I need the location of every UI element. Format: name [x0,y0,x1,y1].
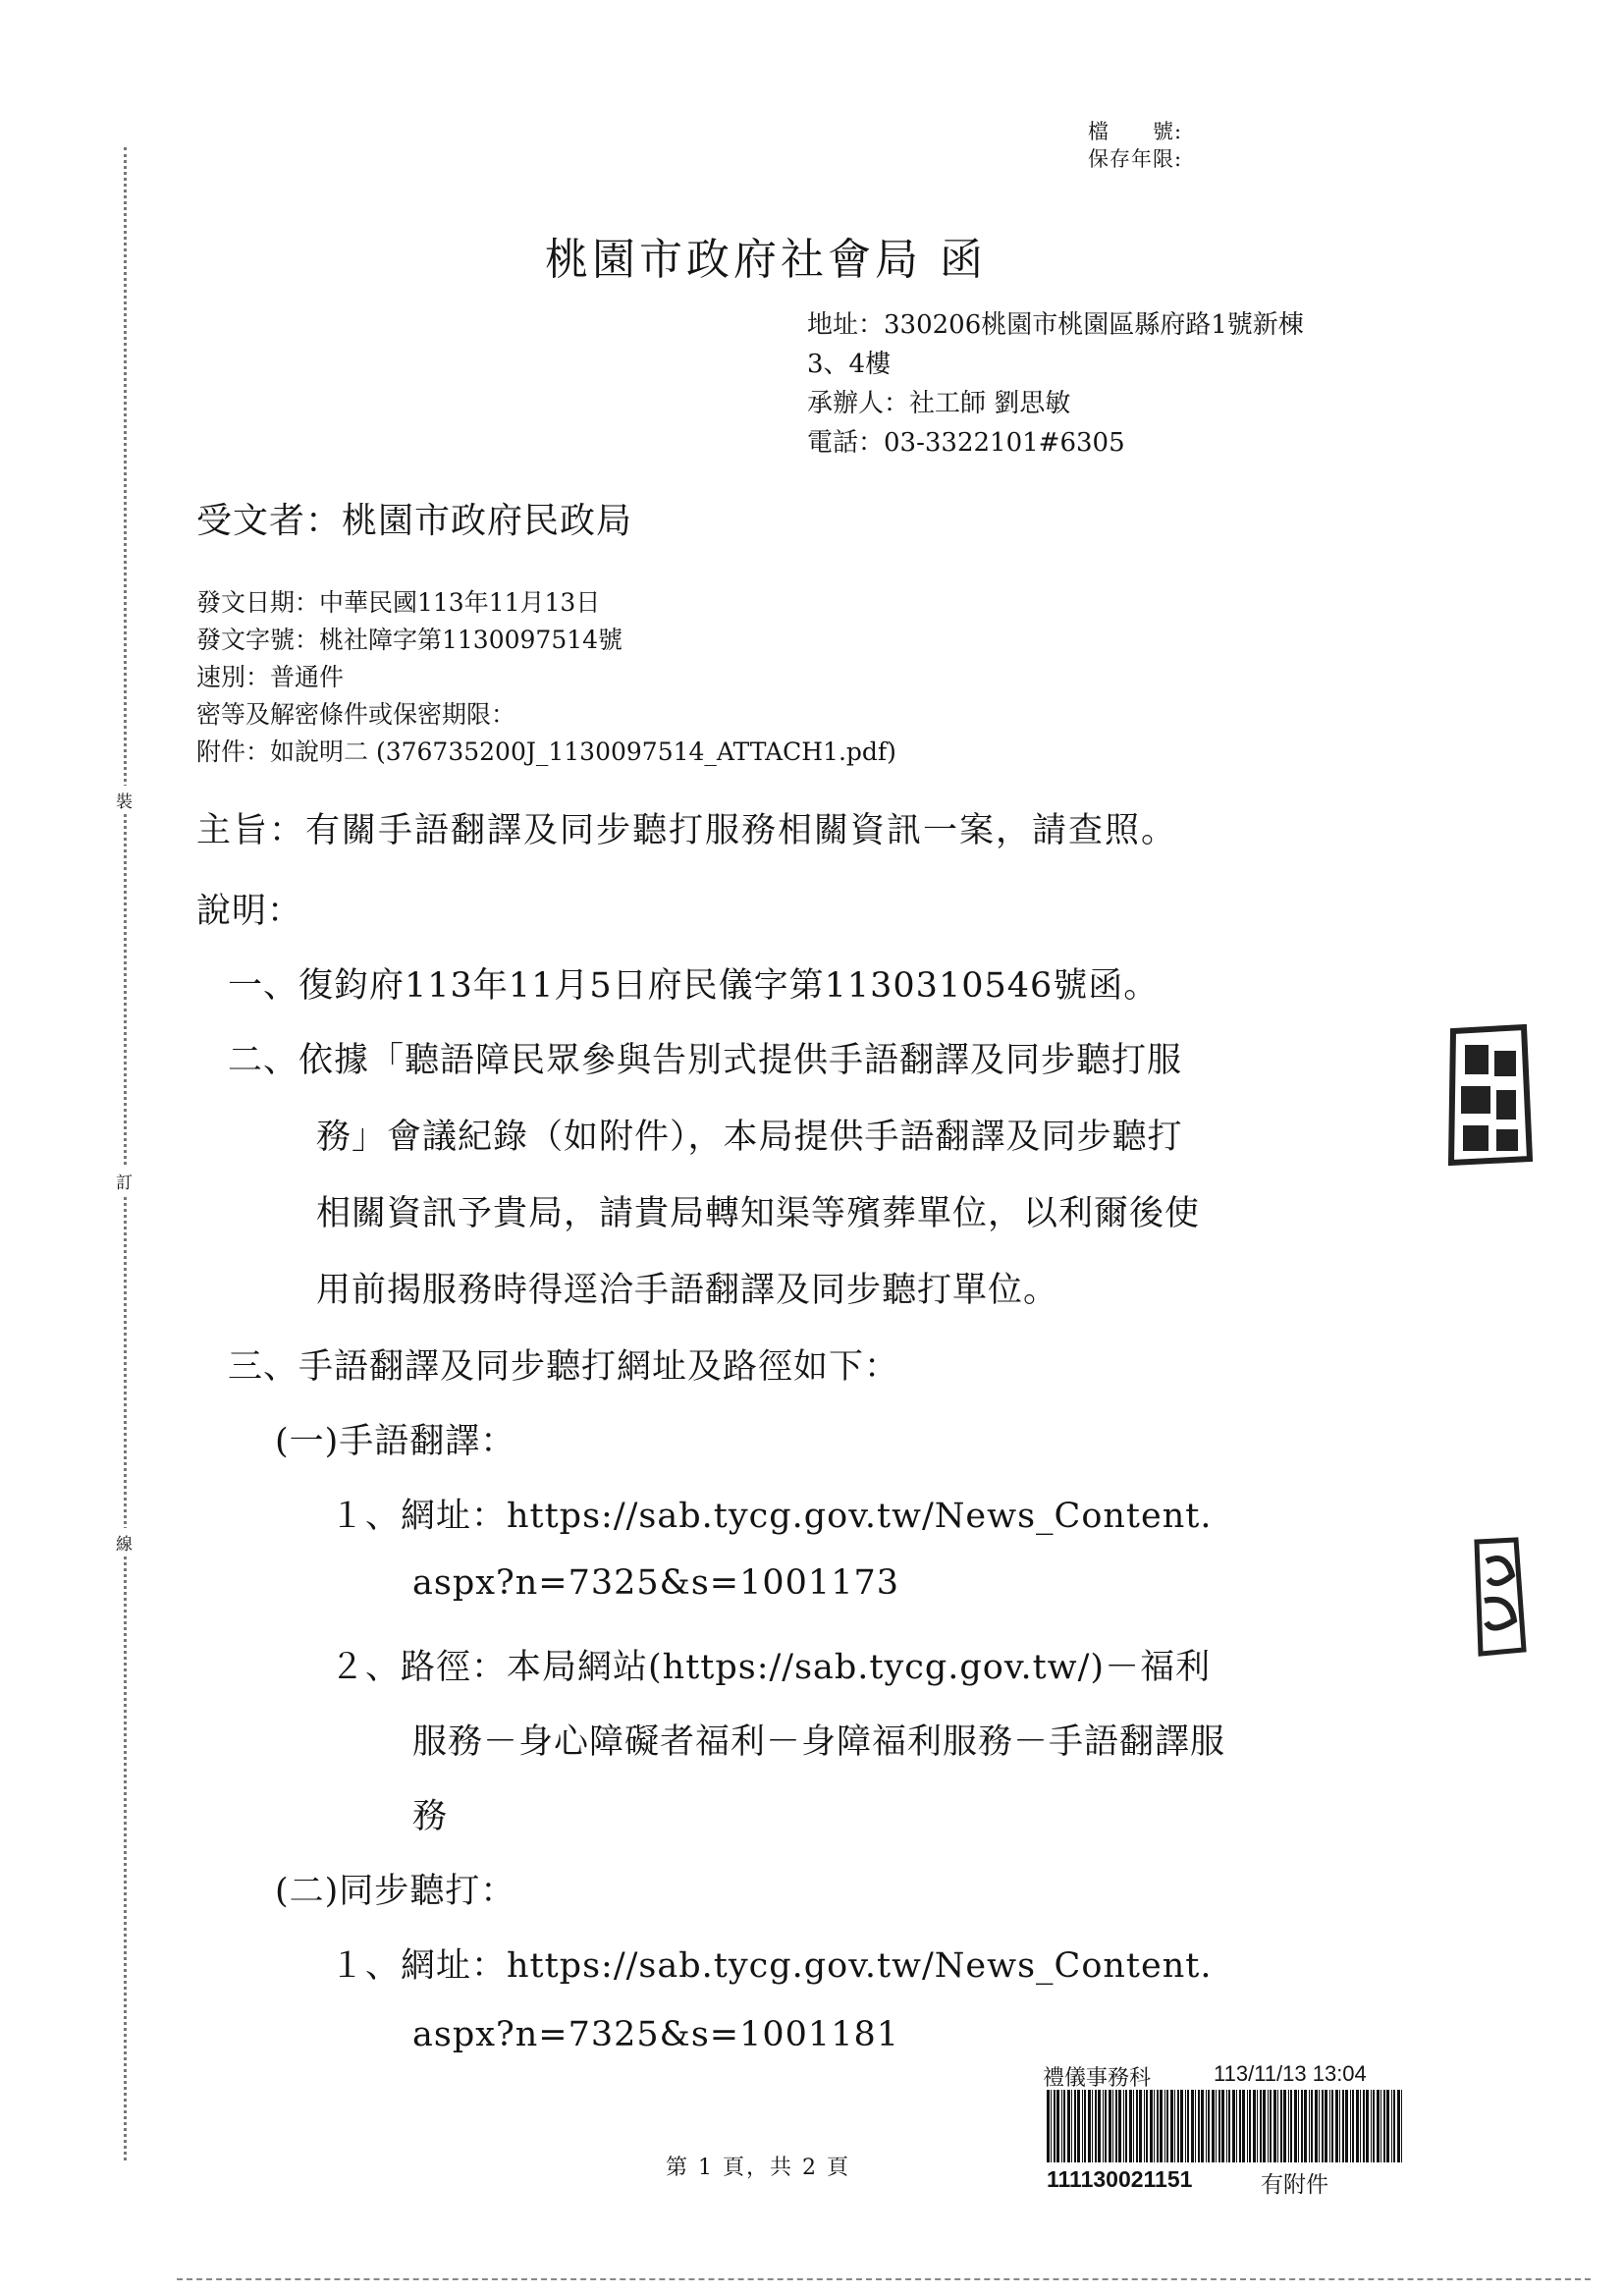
barcode-bar [1339,2090,1340,2162]
barcode-bar [1329,2090,1330,2162]
sub-1-2-line-3: 務 [412,1797,449,1836]
subject: 主旨：有關手語翻譯及同步聽打服務相關資訊一案，請查照。 [196,811,1178,850]
barcode-bar [1103,2090,1104,2162]
barcode-bar [1067,2090,1070,2162]
barcode-bar [1288,2090,1289,2162]
sub-1-2-line-2: 服務－身心障礙者福利－身障福利服務－手語翻譯服 [412,1722,1226,1762]
barcode-number: 111130021151 [1047,2166,1193,2192]
barcode-bar [1345,2090,1348,2162]
receipt-timestamp: 113/11/13 13:04 [1214,2061,1367,2086]
file-no-label: 檔 號: [1088,120,1183,143]
official-seal-stamp [1443,1021,1534,1167]
address-line-2: 3、4樓 [807,350,892,379]
barcode-bar [1047,2090,1050,2162]
barcode-bar [1239,2090,1241,2162]
barcode-bar [1112,2090,1113,2162]
barcode-bar [1195,2090,1196,2162]
seal-fragment [1467,1532,1532,1658]
barcode-bar [1105,2090,1107,2162]
barcode-bar [1226,2090,1227,2162]
barcode-bar [1260,2090,1262,2162]
item-1: 一、復鈞府113年11月5日府民儀字第1130310546號函。 [228,966,1160,1006]
barcode-bar [1157,2090,1159,2162]
recipient: 受文者：桃園市政府民政局 [196,501,633,541]
barcode-bar [1174,2090,1175,2162]
issue-date: 發文日期：中華民國113年11月13日 [196,588,601,617]
barcode-bar [1077,2090,1080,2162]
barcode-bar [1352,2090,1354,2162]
sub-2-1-line-1: １、網址：https://sab.tycg.gov.tw/News_Content. [330,1946,1213,1986]
secrecy-level: 密等及解密條件或保密期限： [196,700,516,729]
binding-mark-zhuang: 裝 [116,786,133,814]
barcode-bar [1212,2090,1215,2162]
barcode-bar [1095,2090,1097,2162]
sub-1-2-line-1: ２、路徑：本局網站(https://sab.tycg.gov.tw/)－福利 [330,1648,1212,1687]
binding-line [124,147,127,2160]
barcode-bar [1331,2090,1333,2162]
page-number: 第 1 頁，共 2 頁 [666,2156,850,2180]
barcode-bar [1232,2090,1235,2162]
barcode-bar [1216,2090,1217,2162]
barcode-bar [1393,2090,1395,2162]
contact-person: 承辦人：社工師 劉思敏 [807,389,1071,418]
barcode-bar [1373,2090,1375,2162]
barcode-bar [1301,2090,1303,2162]
barcode-bar [1391,2090,1392,2162]
sub-2-1-line-2: aspx?n=7325&s=1001181 [412,2015,899,2054]
barcode-bar [1051,2090,1052,2162]
barcode-bar [1098,2090,1101,2162]
barcode-bar [1325,2090,1327,2162]
barcode-bar [1322,2090,1324,2162]
barcode [1045,2090,1408,2162]
barcode-bar [1221,2090,1224,2162]
document-number: 發文字號：桃社障字第1130097514號 [196,626,623,654]
barcode-bar [1386,2090,1389,2162]
sub-1-1-line-2: aspx?n=7325&s=1001173 [412,1563,899,1603]
barcode-bar [1218,2090,1220,2162]
barcode-bar [1247,2090,1248,2162]
barcode-bar [1273,2090,1276,2162]
barcode-bar [1133,2090,1134,2162]
barcode-bar [1371,2090,1372,2162]
barcode-bar [1136,2090,1138,2162]
barcode-bar [1206,2090,1207,2162]
barcode-bar [1309,2090,1310,2162]
item-2-line-1: 二、依據「聽語障民眾參與告別式提供手語翻譯及同步聽打服 [228,1041,1183,1080]
binding-mark-ding: 訂 [116,1167,133,1195]
barcode-bar [1092,2090,1093,2162]
barcode-bar [1360,2090,1361,2162]
barcode-bar [1270,2090,1272,2162]
barcode-bar [1298,2090,1299,2162]
barcode-bar [1177,2090,1179,2162]
barcode-bar [1290,2090,1292,2162]
barcode-bar [1150,2090,1153,2162]
address-line-1: 地址：330206桃園市桃園區縣府路1號新棟 [807,310,1304,340]
barcode-bar [1397,2090,1400,2162]
barcode-bar [1187,2090,1189,2162]
binding-mark-xian: 線 [116,1528,133,1557]
barcode-bar [1228,2090,1230,2162]
barcode-bar [1180,2090,1183,2162]
barcode-bar [1201,2090,1204,2162]
barcode-bar [1054,2090,1056,2162]
barcode-bar [1401,2090,1402,2162]
barcode-bar [1377,2090,1380,2162]
barcode-bar [1249,2090,1251,2162]
barcode-bar [1139,2090,1142,2162]
barcode-bar [1071,2090,1072,2162]
barcode-bar [1166,2090,1168,2162]
barcode-bar [1074,2090,1076,2162]
barcode-bar [1283,2090,1286,2162]
barcode-bar [1363,2090,1365,2162]
barcode-bar [1242,2090,1245,2162]
barcode-bar [1164,2090,1165,2162]
barcode-bar [1236,2090,1237,2162]
barcode-bar [1380,2090,1381,2162]
receipt-department: 禮儀事務科 [1043,2065,1152,2090]
barcode-bar [1208,2090,1210,2162]
bottom-edge-line [177,2278,1591,2280]
item-2-line-3: 相關資訊予貴局，請貴局轉知渠等殯葬單位，以利爾後使 [316,1194,1201,1233]
barcode-bar [1304,2090,1307,2162]
barcode-bar [1129,2090,1132,2162]
barcode-bar [1356,2090,1359,2162]
barcode-bar [1198,2090,1200,2162]
barcode-bar [1084,2090,1086,2162]
barcode-bar [1123,2090,1124,2162]
barcode-bar [1268,2090,1269,2162]
explanation-label: 說明： [196,892,303,931]
barcode-bar [1185,2090,1186,2162]
barcode-bar [1061,2090,1062,2162]
barcode-bar [1311,2090,1313,2162]
speed-class: 速別：普通件 [196,663,345,691]
barcode-bar [1125,2090,1127,2162]
barcode-bar [1366,2090,1369,2162]
barcode-bar [1263,2090,1266,2162]
barcode-bar [1257,2090,1258,2162]
barcode-bar [1315,2090,1318,2162]
barcode-bar [1277,2090,1278,2162]
barcode-bar [1115,2090,1117,2162]
barcode-bar [1160,2090,1163,2162]
barcode-bar [1335,2090,1338,2162]
barcode-bar [1342,2090,1344,2162]
barcode-bar [1350,2090,1351,2162]
barcode-bar [1082,2090,1083,2162]
attachment-info: 附件：如說明二 (376735200J_1130097514_ATTACH1.pdf) [196,738,896,766]
barcode-bar [1383,2090,1385,2162]
barcode-bar [1109,2090,1111,2162]
barcode-bar [1294,2090,1297,2162]
barcode-bar [1088,2090,1091,2162]
barcode-bar [1280,2090,1282,2162]
barcode-bar [1319,2090,1320,2162]
phone-number: 電話：03-3322101#6305 [807,428,1125,458]
barcode-bar [1144,2090,1145,2162]
barcode-bar [1253,2090,1256,2162]
barcode-bar [1056,2090,1059,2162]
document-title: 桃園市政府社會局 函 [545,235,987,285]
sub-2-title: (二)同步聽打： [275,1872,516,1911]
item-3: 三、手語翻譯及同步聽打網址及路徑如下： [228,1347,900,1387]
item-2-line-2: 務」會議紀錄（如附件），本局提供手語翻譯及同步聽打 [316,1118,1183,1157]
sub-1-title: (一)手語翻譯： [275,1422,516,1461]
item-2-line-4: 用前揭服務時得逕洽手語翻譯及同步聽打單位。 [316,1271,1059,1310]
sub-1-1-line-1: １、網址：https://sab.tycg.gov.tw/News_Content. [330,1497,1213,1536]
retention-label: 保存年限: [1088,147,1183,171]
barcode-bar [1118,2090,1121,2162]
barcode-bar [1146,2090,1148,2162]
barcode-bar [1191,2090,1194,2162]
barcode-bar [1063,2090,1065,2162]
attachment-note: 有附件 [1261,2172,1328,2198]
barcode-bar [1154,2090,1155,2162]
barcode-bar [1170,2090,1173,2162]
